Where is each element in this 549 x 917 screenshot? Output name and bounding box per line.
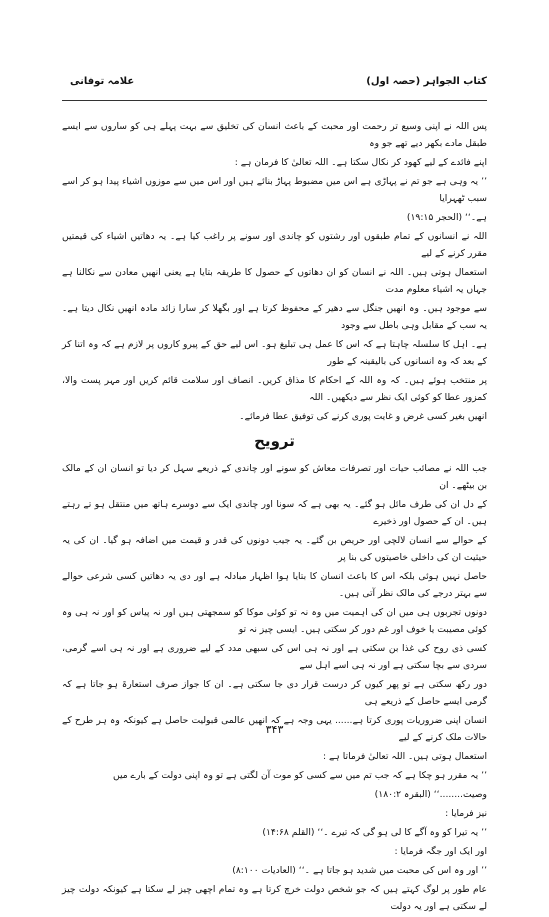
text-line: حاصل نہیں ہوئی بلکہ اس کا باعث انسان کا بتایا ہوا اظہار مبادلہ ہے اور دی یہ دھاتیں کسی شرعی حوالے سے بہتر درجے کی مالک نظر آتی ہیں۔	[62, 571, 487, 599]
quran-quote: ’’ یہ مقرر ہو چکا ہے کہ جب تم میں سے کسی کو موت آن لگتی ہے تو وہ اپنی دولت کے بارے میں	[112, 770, 487, 781]
author-name: علامہ توفانی	[70, 76, 135, 87]
quote-reference: ہے۔‘‘ (الحجر ۱۹:۱۵)	[406, 212, 487, 223]
quote-intro: نیز فرمایا :	[445, 808, 487, 819]
page-number: ۳۴۳	[265, 723, 284, 736]
section-heading: ترویح	[254, 432, 295, 450]
text-line: دور رکھ سکتی ہے تو پھر کیوں کر درست قرار دی جا سکتی ہے۔ ان کا جواز صرف استعارۃ ہو جاتا ہے کہ گرمی ایسے حاصل کے ذریعے ہی	[62, 679, 487, 707]
text-line: کسی ذی روح کی غذا بن سکتی ہے اور نہ ہی اس کی سبھی مدد کے لیے ضروری ہے اور نہ ہی اسے گرمی، سردی سے بچا سکتی ہے اور نہ ہی اسے اہل سے	[62, 643, 487, 671]
main-text	[62, 118, 487, 917]
text-line: پس اللہ نے اپنی وسیع تر رحمت اور محبت کے باعث انسان کی تخلیق سے بہت پہلے ہی کو ساروں سے ایسے طبقل مادے بکھر دیے تھے جو وہ	[62, 121, 487, 149]
quote-intro: اور ایک اور جگہ فرمایا :	[394, 846, 487, 857]
running-header	[70, 76, 487, 90]
text-line: اللہ نے انسانوں کے تمام طبقوں اور رشتوں کو چاندی اور سونے پر راغب کیا ہے۔ یہ دھاتیں اشیاء کی قیمتیں مقرر کرنے کے لیے	[62, 231, 487, 259]
text-line: دونوں تجربوں ہی میں ان کی اہمیت میں وہ نہ تو کوئی موکا کو سمجھتی ہیں اور نہ پیاس کو اور نہ ہی وہ کوئی مصیبت یا خوف اور غم دور کر سکتی ہیں۔ ایسی چیز نہ تو	[62, 607, 487, 635]
quote-reference: وصیت........‘‘ (البقرہ ۱۸۰:۲)	[374, 789, 487, 800]
text-line: کے دل ان کی طرف مائل ہو گئے۔ یہ بھی ہے کہ سونا اور چاندی ایک سے دوسرے ہاتھ میں منتقل ہو تے رہتے ہیں۔ ان کے حصول اور ذخیرے	[62, 499, 487, 527]
text-line: کے حوالے سے انسان لالچی اور حریص بن گئے۔ یہ جیب دونوں کی قدر و قیمت میں اضافہ ہو گیا۔ ان کی یہ حیثیت ان کی داخلی خاصیتوں کی بنا پر	[62, 535, 487, 563]
quran-quote: ’’ یہ وہی ہے جو تم نے پہاڑی ہے اس میں مضبوط پہاڑ بنائے ہیں اور اس میں سے موزوں اشیاء پیدا ہو کر اسے سبب ٹھہرایا	[62, 176, 487, 204]
text-line: انسان اپنی ضروریات پوری کرتا ہے...... یہی وجہ ہے کہ انھیں عالمی قبولیت حاصل ہے کیونکہ وہ ہر طرح کے حالات ملک کرنے کے لیے	[62, 715, 487, 743]
text-line: پر منتخب ہوئے ہیں۔ کہ وہ اللہ کے احکام کا مذاق کریں۔ انصاف اور سلامت قائم کریں اور مہر پست والا، کمزور عطا کو کوئی ایک نظر سے دیکھیں۔ اللہ	[62, 375, 487, 403]
text-line: ہے۔ اہل کا سلسلہ چاہتا ہے کہ اس کا عمل ہی تبلیغ ہو۔ اس لیے حق کے پیرو کاروں پر لازم ہے کہ وہ اتنا کر کے بعد کہ وہ انسانوں کی بالیقینہ کے طور	[62, 339, 487, 367]
quran-quote: ’’ یہ تیرا کو وہ آگے کا لی ہو گی کہ تیرے ۔‘‘ (القلم ۱۴:۶۸)	[262, 827, 487, 838]
text-line: انھیں بغیر کسی غرض و غایت پوری کرنے کی توفیق عطا فرمائے۔	[239, 411, 487, 422]
text-line: سے موجود ہیں۔ وہ انھیں جنگل سے دھیر کے محفوظ کرتا ہے اور بگھلا کر سارا زائد مادہ انھیں نکال دیتا ہے۔ یہ سب کے مقابل وہی باطل سے وجود	[62, 303, 487, 331]
header-divider	[62, 100, 487, 101]
text-line: استعمال ہوتی ہیں۔ اللہ تعالیٰ فرماتا ہے :	[323, 751, 487, 762]
quran-quote: ’’ اور وہ اس کی محبت میں شدید ہو جاتا ہے ۔‘‘ (العادیات ۸:۱۰۰)	[232, 865, 487, 876]
text-line: عام طور پر لوگ کہتے ہیں کہ جو شخص دولت خرچ کرتا ہے وہ تمام اچھی چیز لے سکتا ہے کیونکہ دولت چیز لے سکتی ہے اور یہ دولت	[62, 884, 487, 912]
book-title: کتاب الجواہر (حصہ اول)	[366, 76, 487, 87]
text-line: اپنے فائدے کے لیے کھود کر نکال سکتا ہے۔ اللہ تعالیٰ کا فرمان ہے :	[234, 157, 487, 168]
text-line: استعمال ہوتی ہیں۔ اللہ نے انسان کو ان دھاتوں کے حصول کا طریقہ بتایا ہے یعنی انھیں معادن سے نکالنا ہے جہاں یہ اشیاء معلوم مدت	[62, 267, 487, 295]
text-line: جب اللہ نے مصائب حیات اور تصرفات معاش کو سونے اور چاندی کے ذریعے سہل کر دیا تو انسان ان کے مالک بن بیٹھے۔ ان	[62, 463, 487, 491]
